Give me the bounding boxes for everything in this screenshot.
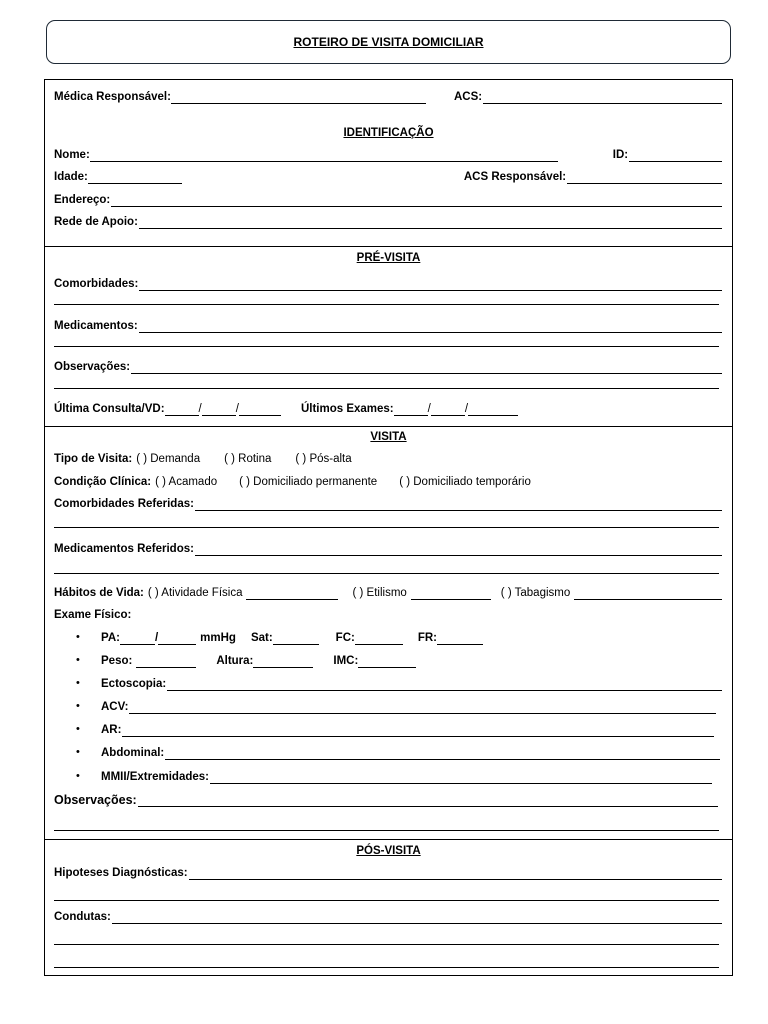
sat-label: Sat: — [250, 632, 273, 644]
consulta-ano-field[interactable] — [239, 405, 281, 416]
medicamentos-referidos-field[interactable] — [195, 545, 722, 556]
title-box — [46, 20, 731, 64]
medica-row — [54, 90, 722, 104]
pa-diastolica-field[interactable] — [158, 634, 196, 645]
acamado-checkbox[interactable]: ( ) Acamado — [155, 476, 218, 488]
ar-row — [101, 723, 714, 737]
peso-field[interactable] — [136, 657, 196, 668]
acv-row — [101, 700, 716, 714]
visita-heading: VISITA — [370, 431, 407, 443]
bullet-icon: • — [76, 654, 80, 666]
hipoteses-label: Hipoteses Diagnósticas: — [54, 867, 188, 879]
observacoes-pre-field[interactable] — [131, 363, 722, 374]
endereco-field[interactable] — [111, 196, 722, 207]
acs-responsavel-field[interactable] — [567, 173, 722, 184]
previsita-heading: PRÉ-VISITA — [356, 252, 421, 264]
endereco-row — [54, 193, 722, 207]
medicamentos-label: Medicamentos: — [54, 320, 138, 332]
section-posvisita — [44, 839, 733, 976]
date-sep: / — [235, 403, 239, 415]
ectoscopia-label: Ectoscopia: — [101, 678, 167, 690]
abdominal-field[interactable] — [165, 749, 720, 760]
bullet-icon: • — [76, 746, 80, 758]
exames-mes-field[interactable] — [431, 405, 465, 416]
exames-dia-field[interactable] — [394, 405, 428, 416]
peso-label: Peso: — [101, 655, 133, 667]
posvisita-heading: PÓS-VISITA — [356, 845, 421, 857]
observacoes-visita-line-2[interactable] — [54, 830, 719, 831]
tabagismo-checkbox[interactable]: ( ) Tabagismo — [500, 587, 571, 599]
ectoscopia-field[interactable] — [167, 680, 722, 691]
fr-field[interactable] — [437, 634, 483, 645]
observacoes-pre-label: Observações: — [54, 361, 131, 373]
medicamentos-referidos-row — [54, 542, 722, 556]
medicamentos-field[interactable] — [139, 322, 722, 333]
endereco-label: Endereço: — [54, 194, 111, 206]
fc-field[interactable] — [355, 634, 403, 645]
rede-field[interactable] — [139, 218, 722, 229]
acs-label: ACS: — [453, 91, 483, 103]
observacoes-visita-label: Observações: — [54, 793, 137, 807]
comorbidades-label: Comorbidades: — [54, 278, 139, 290]
imc-label: IMC: — [333, 655, 359, 667]
abdominal-row — [101, 746, 720, 760]
bullet-icon: • — [76, 677, 80, 689]
ultima-consulta-label: Última Consulta/VD: — [54, 403, 165, 415]
consulta-row — [54, 402, 722, 416]
comorbidades-row — [54, 277, 722, 291]
domiciliado-permanente-checkbox[interactable]: ( ) Domiciliado permanente — [239, 476, 378, 488]
habitos-label: Hábitos de Vida: — [54, 587, 144, 599]
sinais-vitais-row — [101, 631, 722, 645]
condutas-field[interactable] — [112, 913, 722, 924]
bullet-icon: • — [76, 770, 80, 782]
rede-label: Rede de Apoio: — [54, 216, 138, 228]
tipo-demanda-checkbox[interactable]: ( ) Demanda — [136, 453, 201, 465]
id-label: ID: — [612, 149, 629, 161]
medicamentos-line-2[interactable] — [54, 346, 719, 347]
acs-responsavel-label: ACS Responsável: — [463, 171, 567, 183]
ar-label: AR: — [101, 724, 122, 736]
date-sep: / — [464, 403, 469, 415]
ectoscopia-row — [101, 677, 722, 691]
bullet-icon: • — [76, 631, 80, 643]
tabagismo-field[interactable] — [574, 589, 722, 600]
tipo-posalta-checkbox[interactable]: ( ) Pós-alta — [295, 453, 352, 465]
pa-sistolica-field[interactable] — [120, 634, 155, 645]
observacoes-visita-field[interactable] — [138, 796, 718, 807]
consulta-mes-field[interactable] — [202, 405, 236, 416]
comorbidades-referidas-row — [54, 497, 722, 511]
mmhg-label: mmHg — [200, 632, 236, 644]
etilismo-checkbox[interactable]: ( ) Etilismo — [352, 587, 407, 599]
comorbidades-line-2[interactable] — [54, 304, 719, 305]
consulta-dia-field[interactable] — [165, 405, 199, 416]
idade-row — [54, 170, 722, 184]
id-field[interactable] — [629, 151, 722, 162]
tipo-visita-label: Tipo de Visita: — [54, 453, 133, 465]
ultimos-exames-label: Últimos Exames: — [300, 403, 394, 415]
idade-label: Idade: — [54, 171, 88, 183]
pa-sep: / — [154, 632, 159, 644]
medicamentos-referidos-line-2[interactable] — [54, 573, 719, 574]
atividade-fisica-checkbox[interactable]: ( ) Atividade Física — [147, 587, 243, 599]
sat-field[interactable] — [273, 634, 319, 645]
comorbidades-referidas-label: Comorbidades Referidas: — [54, 498, 194, 510]
nome-label: Nome: — [54, 149, 90, 161]
abdominal-label: Abdominal: — [101, 747, 165, 759]
condutas-row — [54, 910, 722, 924]
comorbidades-referidas-line-2[interactable] — [54, 527, 719, 528]
pa-label: PA: — [101, 632, 120, 644]
medicamentos-row — [54, 319, 722, 333]
fr-label: FR: — [417, 632, 438, 644]
condicao-row — [54, 475, 722, 489]
condutas-label: Condutas: — [54, 911, 111, 923]
exame-fisico-label: Exame Físico: — [54, 609, 132, 621]
condutas-line-2[interactable] — [54, 944, 719, 945]
atividade-fisica-field[interactable] — [246, 589, 338, 600]
bullet-icon: • — [76, 700, 80, 712]
comorbidades-referidas-field[interactable] — [195, 500, 722, 511]
identificacao-heading: IDENTIFICAÇÃO — [343, 127, 434, 139]
medicamentos-referidos-label: Medicamentos Referidos: — [54, 543, 194, 555]
exame-fisico-row — [54, 608, 722, 622]
observacoes-visita-row — [54, 793, 718, 807]
acs-field[interactable] — [483, 93, 722, 104]
medica-field[interactable] — [171, 93, 426, 104]
section-previsita — [44, 246, 733, 427]
altura-label: Altura: — [216, 655, 254, 667]
bullet-icon: • — [76, 723, 80, 735]
condicao-label: Condição Clínica: — [54, 476, 152, 488]
hipoteses-field[interactable] — [189, 869, 722, 880]
nome-row — [54, 148, 722, 162]
mmii-label: MMII/Extremidades: — [101, 771, 209, 783]
mmii-row — [101, 770, 712, 784]
observacoes-pre-line-2[interactable] — [54, 388, 719, 389]
mmii-field[interactable] — [210, 773, 712, 784]
fc-label: FC: — [335, 632, 355, 644]
date-sep: / — [427, 403, 431, 415]
hipoteses-row — [54, 866, 722, 880]
antropometria-row — [101, 654, 722, 668]
medica-label: Médica Responsável: — [54, 91, 171, 103]
habitos-row — [54, 586, 722, 600]
exames-ano-field[interactable] — [468, 405, 518, 416]
tipo-rotina-checkbox[interactable]: ( ) Rotina — [224, 453, 272, 465]
condutas-line-3[interactable] — [54, 967, 719, 968]
altura-field[interactable] — [253, 657, 313, 668]
hipoteses-line-2[interactable] — [54, 900, 719, 901]
ar-field[interactable] — [122, 726, 714, 737]
rede-row — [54, 215, 722, 229]
page-title: ROTEIRO DE VISITA DOMICILIAR — [293, 35, 484, 49]
comorbidades-field[interactable] — [139, 280, 722, 291]
tipo-visita-row — [54, 452, 722, 466]
etilismo-field[interactable] — [411, 589, 491, 600]
nome-field[interactable] — [90, 151, 558, 162]
imc-field[interactable] — [358, 657, 416, 668]
observacoes-pre-row — [54, 360, 722, 374]
idade-field[interactable] — [88, 173, 182, 184]
acv-label: ACV: — [101, 701, 129, 713]
domiciliado-temporario-checkbox[interactable]: ( ) Domiciliado temporário — [399, 476, 531, 488]
date-sep: / — [198, 403, 202, 415]
acv-field[interactable] — [129, 703, 716, 714]
